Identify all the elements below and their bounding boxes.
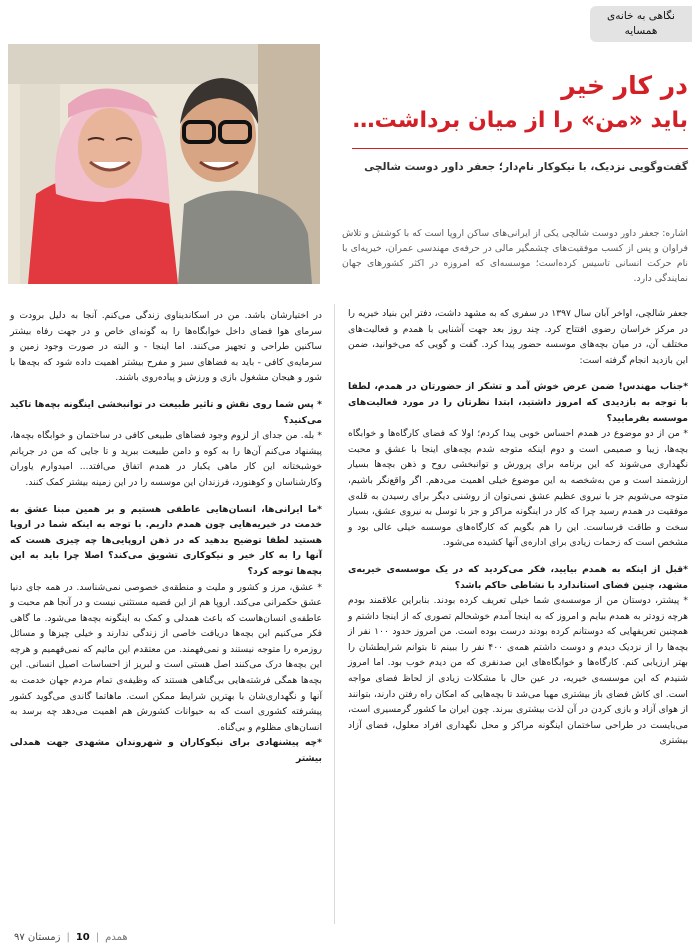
page-number: 10 <box>75 931 90 943</box>
article-subtitle: گفت‌وگویی نزدیک، با نیکوکار نام‌دار؛ جعفر داور دوست شالچی <box>364 161 688 173</box>
left-column <box>10 308 322 767</box>
paragraph: در اختیارشان باشد. من در اسکاندیناوی زندگی می‌کنم. آنجا به دلیل برودت و سرمای هوا فضای داخل خوابگاه‌ها را به گونه‌ای خاص و در جهت رفاه بیشتر ساکنین طراحی و تجهیز می‌کنند. اما اینجا - و البته در صورت وجود زمین و سرمایه‌ی کافی - باید به فضاهای سبز و مفرح بیشتر اهمیت داده شود که بچه‌ها با شور و هیجان مشغول بازی و ورزش و پیاده‌روی باشند. <box>10 310 322 384</box>
magazine-logo: همدم <box>105 931 128 943</box>
answer: * من از دو موضوع در همدم احساس خوبی پیدا کردم؛ اولا که فضای کارگاه‌ها و خوابگاه بچه‌ها، زیبا و صمیمی است و دوم اینکه متوجه شدم بچه‌های اینجا با عشق و محبت نگهداری می‌شوند که این برنامه برای پرورش و توانبخشی روح و ذهن بچه‌ها بسیار ارزشمند است و من به‌شخصه به این موضوع خیلی اهمیت می‌دهم. اگر واقع‌نگر باشیم، متوجه می‌شویم جز با نیروی عظیم عشق نمی‌توان از روشنی دیگر برای رسیدن به قله‌ی موفقیت در همدم رسید چرا که کار در اینگونه مراکز و جز با توسل به نیروی عشق، بسیار سخت و طاقت فرساست. این را هم بگویم که کارگاه‌های موسسه خیلی عالی بود و مشخص است که زحمات زیادی برای اداره‌ی آنها کشیده می‌شود. <box>348 428 688 549</box>
column-divider <box>334 304 335 924</box>
paragraph: جعفر شالچی، اواخر آبان سال ۱۳۹۷ در سفری که به مشهد داشت، دفتر این بنیاد خیریه را در مرکز خراسان رضوی افتتاح کرد. چند روز بعد جهت آشنایی با همدم و فعالیت‌های مختلف آن، در میان بچه‌های موسسه حضور پیدا کرد. گفت و گویی که می‌خوانید، ضمن این بازدید انجام گرفته است: <box>348 308 688 366</box>
footer-season: زمستان ۹۷ <box>14 931 61 943</box>
section-tab <box>590 6 692 42</box>
intro-text: اشاره: جعفر داور دوست شالچی یکی از ایرانی‌های ساکن اروپا است که با کوشش و تلاش فراوان و پس از کسب موفقیت‌های چشمگیر مالی در حرفه‌ی مهندسی عمران، خیریه‌ای با نام حرکت انسانی تاسیس کرده‌است؛ موسسه‌ای که امروزه در اکثر کشورهای جهان نمایندگی دارد. <box>342 228 688 284</box>
photo-illustration <box>8 44 320 284</box>
footer-separator: | <box>95 931 100 943</box>
footer-separator: | <box>66 931 70 943</box>
interview-photo <box>8 44 320 284</box>
section-tab-line2: همسایه <box>624 25 658 37</box>
section-tab-line1: نگاهی به خانه‌ی <box>607 10 675 22</box>
question: * پس شما روی نقش و تاثیر طبیعت در توانبخشی اینگونه بچه‌ها تاکید می‌کنید؟ <box>10 398 322 426</box>
right-column <box>348 306 688 749</box>
article-title: باید «من» را از میان برداشت… <box>352 108 688 133</box>
headline-block <box>352 68 688 138</box>
title-divider <box>352 148 688 149</box>
page-footer <box>14 928 128 946</box>
answer: * عشق، مرز و کشور و ملیت و منطقه‌ی خصوصی نمی‌شناسد. در همه جای دنیا عشق حکمرانی می‌کند. اروپا هم از این قضیه مستثنی نیست و در آنجا هم محبت و عاطفه‌ی انسان‌هاست که باعث همدلی و کمک به اینگونه بچه‌ها می‌شود. ما گاهی فکر می‌کنیم این بچه‌ها دریافت خاصی از زندگی ندارند و خیلی چیزها و مسائل روزمره را متوجه نیستند و نمی‌فهمند. من معتقدم این مائیم که نمی‌فهمیم و هرچه این بچه‌ها درک می‌کنند اصل هستی است و لبریز از احساسات اصیل انسانی. این بچه‌ها همگی فرشته‌هایی بی‌گناهی هستند که وظیفه‌ی تمام مردم جهان خدمت به آنها و نگهداری‌شان با بهترین شرایط ممکن است. ماهاتما گاندی می‌گوید کشور پیشرفته کشوری است که به حیوانات کشورش هم اهمیت می‌دهد چه برسد به انسان‌های مظلوم و بی‌گناه. <box>10 581 322 733</box>
question: *ما ایرانی‌ها، انسان‌هایی عاطفی هستیم و بر همین مبنا عشق به خدمت در خیریه‌هایی چون همدم داریم. با توجه به اینکه شما در اروپا هستید لطفا توضیح بدهید که در ذهن اروپایی‌ها چه چیزی هست که آنها را به کار خیر و نیکوکاری تشویق می‌کند؟ اصلا چرا باید به این بچه‌ها توجه کرد؟ <box>10 503 322 577</box>
article-kicker: در کار خیر <box>561 71 688 100</box>
question: *جناب مهندس! ضمن عرض خوش آمد و تشکر از حضورتان در همدم، لطفا با توجه به بازدیدی که امروز داشتید، ابتدا نظرتان را در مورد فعالیت‌های موسسه بفرمایید؟ <box>348 381 688 424</box>
question: *چه پیشنهادی برای نیکوکاران و شهروندان مشهدی جهت همدلی بیشتر <box>10 737 322 765</box>
intro-paragraph <box>342 226 688 294</box>
question: *قبل از اینکه به همدم بیایید، فکر می‌کردید که در یک موسسه‌ی خیریه‌ی مشهد، چنین فضای استاندارد با نشاطی حاکم باشد؟ <box>348 563 688 591</box>
answer: * بله. من جدای از لزوم وجود فضاهای طبیعی کافی در ساختمان و خوابگاه بچه‌ها، پیشنهاد می‌کنم آن‌ها را به کوه و دامن طبیعت ببرید و تا جایی که من در جریانم خوشبختانه این کار ماهی یکبار در همدم اتفاق می‌افتد... امیدوارم یاوران وکارشناسان و کوهنورد، فرزندان این موسسه را در این زمینه بیشتر کمک کنند. <box>10 430 322 488</box>
answer: * پیشتر، دوستان من از موسسه‌ی شما خیلی تعریف کرده بودند. بنابراین علاقمند بودم هرچه زودتر به همدم بیایم و امروز که به اینجا آمدم خوشحالم تصوری که از اینجا داشتم و همچنین تعریفهایی که دوستانم کرده بودند درست بوده است. من امروز حدود ۱۰۰ نفر از بچه‌ها را از نزدیک دیدم و دوست داشتم همه‌ی ۴۰۰ نفر را ببینم تا بتوانم شرایطشان را بهتر ارزیابی کنم. کارگاه‌ها و خوابگاه‌های این صدنفری که من دیدم خوب بود. اما امروز شنیدم که این موسسه‌ی خیریه، در عین حال با مشکلات زیادی از لحاظ فضای مواجه است. ای کاش فضای باز بیشتری مهیا می‌شد تا بچه‌هایی که امکان راه رفتن دارند، بتوانند از هوای آزاد و بازی کردن در آن لذت بیشتری ببرند. چون ایران ما کشور گرمسیری است، می‌بایست در طراحی ساختمان اینگونه مراکز و محل نگهداری افراد معلول، فضای آزاد بیشتری <box>348 595 689 747</box>
